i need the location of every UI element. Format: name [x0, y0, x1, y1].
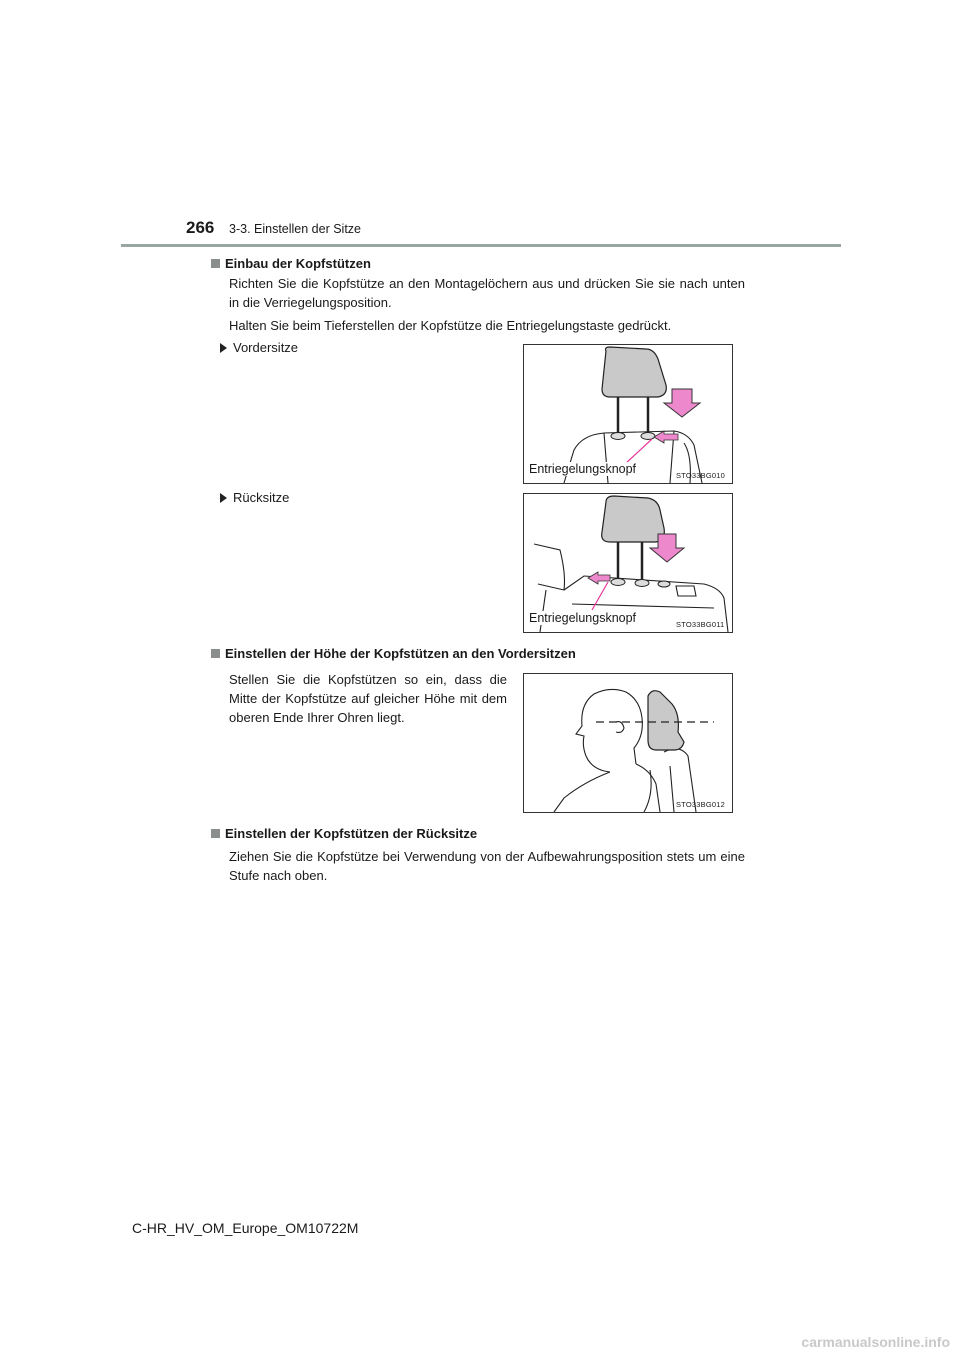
figure1-label: Entriegelungsknopf	[529, 462, 637, 476]
bullet-rear-seats-text: Rücksitze	[233, 490, 290, 505]
figure1-code: STO33BG010	[676, 471, 725, 480]
triangle-bullet-icon	[220, 343, 227, 353]
headrest-shape	[602, 496, 665, 542]
height-paragraph: Stellen Sie die Kopfstützen so ein, dass die Mitte der Kopfstütze auf gleicher Höhe mit dem oberen Ende Ihrer Ohren liegt.	[229, 672, 507, 725]
square-bullet-icon	[211, 829, 220, 838]
figure2-code: STO33BG011	[676, 620, 725, 629]
footer-doc-id: C-HR_HV_OM_Europe_OM10722M	[132, 1220, 359, 1236]
heading-rear-text: Einstellen der Kopfstützen der Rücksitze	[225, 826, 478, 841]
section-title: 3-3. Einstellen der Sitze	[229, 222, 362, 236]
bullet-front-seats	[220, 340, 298, 355]
figure-front-headrest	[523, 344, 733, 484]
header-rule	[121, 244, 841, 247]
bullet-rear-seats	[220, 490, 289, 505]
page-number: 266	[186, 218, 215, 237]
left-arrow-icon	[588, 572, 610, 584]
heading-rear	[211, 826, 477, 841]
watermark: carmanualsonline.info	[801, 1334, 950, 1350]
pointer-line	[592, 582, 608, 610]
down-arrow-icon	[664, 389, 700, 417]
heading-height-text: Einstellen der Höhe der Kopfstützen an den Vordersitzen	[225, 646, 576, 661]
headrest-shape	[648, 691, 684, 750]
bullet-front-seats-text: Vordersitze	[233, 340, 299, 355]
heading-install	[211, 256, 371, 271]
figure3-code: STO33BG012	[676, 800, 725, 809]
figure-head-position	[523, 673, 733, 813]
head-position-illustration	[524, 674, 732, 812]
rear-paragraph: Ziehen Sie die Kopfstütze bei Verwendung von der Aufbewahrungsposition stets um eine Stufe nach oben.	[229, 849, 745, 883]
square-bullet-icon	[211, 649, 220, 658]
headrest-shape	[602, 347, 666, 397]
heading-height	[211, 646, 576, 661]
install-paragraph-2: Halten Sie beim Tieferstellen der Kopfstütze die Entriegelungstaste gedrückt.	[229, 318, 672, 333]
figure2-label: Entriegelungsknopf	[529, 611, 637, 625]
triangle-bullet-icon	[220, 493, 227, 503]
square-bullet-icon	[211, 259, 220, 268]
install-paragraph-1: Richten Sie die Kopfstütze an den Montagelöchern aus und drücken Sie sie nach unten in die Verriegelungsposition.	[229, 276, 745, 310]
figure-rear-headrest	[523, 493, 733, 633]
heading-install-text: Einbau der Kopfstützen	[225, 256, 371, 271]
